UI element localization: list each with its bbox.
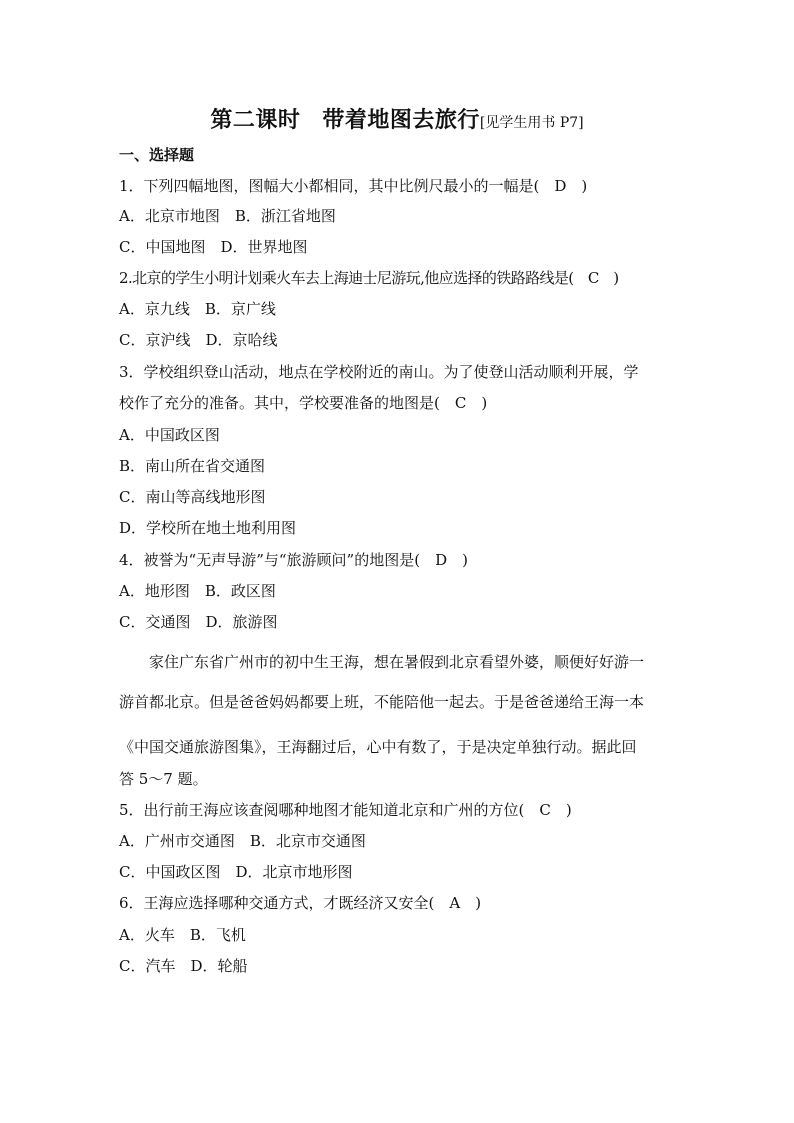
question-1-options-ab: A．北京市地图 B．浙江省地图: [119, 207, 336, 225]
question-3-option-b: B．南山所在省交通图: [119, 457, 266, 475]
question-6-options-cd: C．汽车 D．轮船: [119, 957, 248, 975]
question-4-options-ab: A．地形图 B．政区图: [119, 582, 276, 600]
title-page-reference: [见学生用书 P7]: [479, 115, 584, 131]
question-4-options-cd: C．交通图 D．旅游图: [119, 613, 278, 631]
title-main-part1: 第二课时: [210, 107, 301, 133]
question-3-line2: 校作了充分的准备。其中，学校要准备的地图是( C ): [119, 394, 488, 412]
question-5-options-ab: A．广州市交通图 B．北京市交通图: [119, 832, 366, 850]
question-2-options-ab: A．京九线 B．京广线: [119, 300, 276, 318]
passage-line-1: 家住广东省广州市的初中生王海，想在暑假到北京看望外婆，顺便好好游一: [119, 653, 645, 671]
question-3-line1: 3．学校组织登山活动，地点在学校附近的南山。为了使登山活动顺利开展，学: [119, 363, 639, 381]
passage-line-4: 答 5～7 题。: [119, 770, 208, 788]
question-2: 2.北京的学生小明计划乘火车去上海迪士尼游玩,他应选择的铁路路线是( C ): [119, 269, 619, 287]
lesson-title: [0, 103, 794, 134]
passage-line-2: 游首都北京。但是爸爸妈妈都要上班，不能陪他一起去。于是爸爸递给王海一本: [119, 693, 645, 711]
passage-line-3: 《中国交通旅游图集》，王海翻过后，心中有数了，于是决定单独行动。据此回: [119, 738, 637, 756]
section-heading: 一、选择题: [119, 146, 195, 164]
question-1-options-cd: C．中国地图 D．世界地图: [119, 238, 308, 256]
title-main-part2: 带着地图去旅行: [322, 107, 480, 133]
question-1: 1．下列四幅地图，图幅大小都相同，其中比例尺最小的一幅是( D ): [119, 177, 588, 195]
question-6: 6．王海应选择哪种交通方式，才既经济又安全( A ): [119, 894, 482, 912]
question-5: 5．出行前王海应该查阅哪种地图才能知道北京和广州的方位( C ): [119, 801, 572, 819]
question-5-options-cd: C．中国政区图 D．北京市地形图: [119, 863, 353, 881]
question-4: 4．被誉为“无声导游”与“旅游顾问”的地图是( D ): [119, 551, 468, 569]
question-2-options-cd: C．京沪线 D．京哈线: [119, 331, 278, 349]
question-3-option-c: C．南山等高线地形图: [119, 488, 266, 506]
question-6-options-ab: A．火车 B．飞机: [119, 926, 246, 944]
question-3-option-a: A．中国政区图: [119, 426, 220, 444]
question-3-option-d: D．学校所在地土地利用图: [119, 519, 297, 537]
